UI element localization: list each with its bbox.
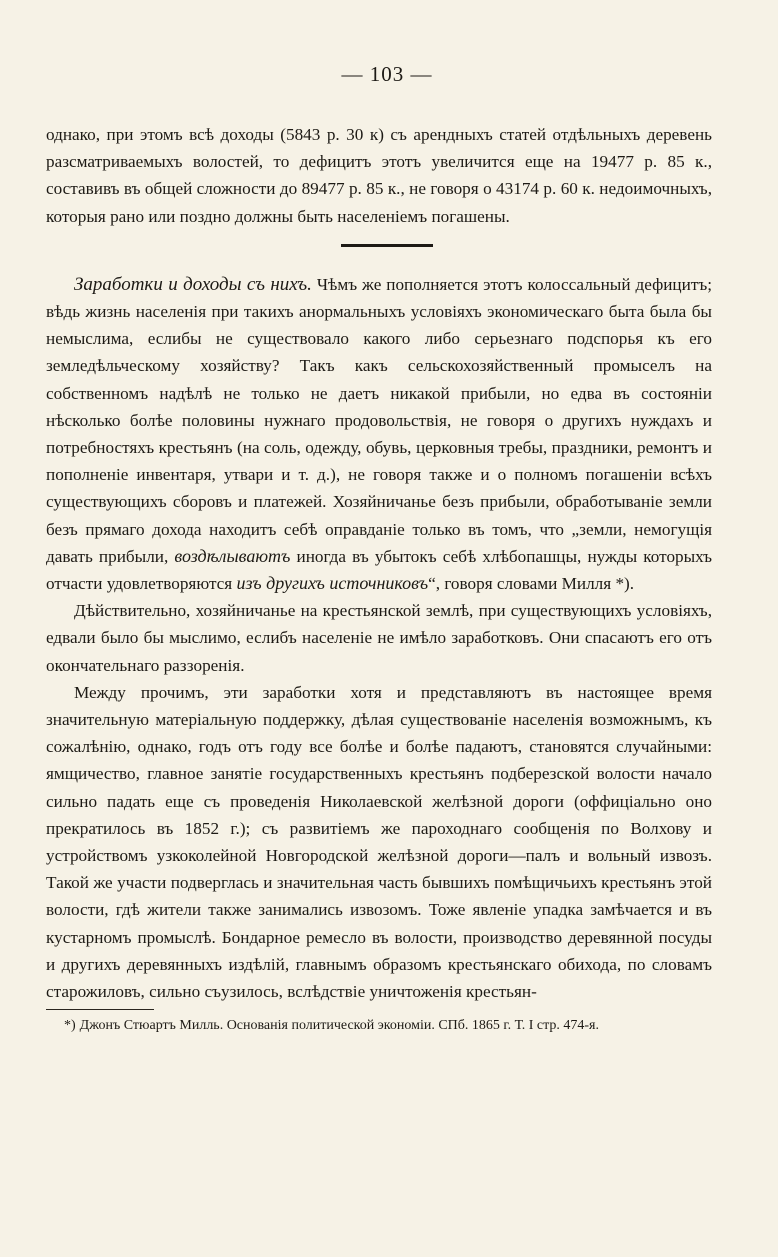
emphasis-cultivate: воздѣлываютъ: [174, 545, 291, 566]
paragraph-earnings-text-b: иногда въ убытокъ себѣ хлѣбопашцы, нужды которыхъ отчасти удовлетворяются: [46, 546, 712, 594]
paragraph-earnings-text-c: “, говоря словами Милля *).: [428, 574, 635, 594]
section-divider: [341, 244, 433, 247]
paragraph-earnings: [46, 271, 712, 597]
page-number: — 103 —: [341, 62, 433, 86]
footnote-marker: *): [64, 1018, 76, 1034]
paragraph-earnings-text-a: Чѣмъ же пополняется этотъ колоссальный дефицитъ; вѣдь жизнь населенія при такихъ анормальныхъ условіяхъ экономическаго быта была бы немыслима, еслибы не существовало какого либо серьезнаго подспорья къ его земледѣльческому хозяйству? Такъ какъ сельскохозяйственный промыселъ на собственномъ надѣлѣ не только не даетъ никакой прибыли, но едва въ состояніи нѣсколько болѣе половины нужнаго продовольствія, не говоря о другихъ нуждахъ и потребностяхъ крестьянъ (на соль, одежду, обувь, церковныя требы, праздники, ремонтъ и пополненіе инвентаря, утвари и т. д.), не говоря также и о полномъ погашеніи всѣхъ существующихъ сборовъ и платежей. Хозяйничанье безъ прибыли, обработываніе земли безъ прямаго дохода находитъ себѣ оправданіе только въ томъ, что „земли, немогущія давать прибыли,: [46, 274, 712, 566]
section-heading: Заработки и доходы съ нихъ.: [74, 273, 312, 295]
footnote: [46, 1016, 712, 1036]
paragraph-meanwhile: Между прочимъ, эти заработки хотя и представляютъ въ настоящее время значительную матеріальную поддержку, дѣлая существованіе населенія возможнымъ, къ сожалѣнію, однако, годъ отъ году все болѣе и болѣе падаютъ, становятся случайными: ямщичество, главное занятіе государственныхъ крестьянъ подберезской волости начало сильно падать еще съ проведенія Николаевской желѣзной дороги (оффиціально оно прекратилось въ 1852 г.); съ развитіемъ же пароходнаго сообщенія по Волхову и устройствомъ узкоколейной Новгородской желѣзной дороги—палъ и вольный извозъ. Такой же участи подверглась и значительная часть бывшихъ помѣщичьихъ крестьянъ этой волости, гдѣ жители также занимались извозомъ. Тоже явленіе упадка замѣчается и въ кустарномъ промыслѣ. Бондарное ремесло въ волости, производство деревянной посуды и другихъ деревянныхъ издѣлій, главнымъ образомъ крестьянскаго обихода, по словамъ старожиловъ, сильно съузилось, вслѣдствіе уничтоженія крестьян-: [46, 682, 712, 1002]
paragraph-deficit: однако, при этомъ всѣ доходы (5843 р. 30 к) съ арендныхъ статей отдѣльныхъ деревень разсматриваемыхъ волостей, то дефицитъ этотъ увеличится еще на 19477 р. 85 к., составивъ въ общей сложности до 89477 р. 85 к., не говоря о 43174 р. 60 к. недоимочныхъ, которыя рано или поздно должны быть населеніемъ погашены.: [46, 125, 712, 226]
footnote-divider: [46, 1009, 154, 1010]
paragraph-indeed: Дѣйствительно, хозяйничанье на крестьянской землѣ, при существующихъ условіяхъ, едвали было бы мыслимо, еслибъ населеніе не имѣло заработковъ. Они спасаютъ его отъ окончательнаго раззоренія.: [46, 601, 712, 675]
footnote-text: Джонъ Стюартъ Милль. Основанія политической экономіи. СПб. 1865 г. Т. I стр. 474-я.: [79, 1018, 599, 1034]
emphasis-other-sources: изъ другихъ источниковъ: [236, 573, 429, 594]
